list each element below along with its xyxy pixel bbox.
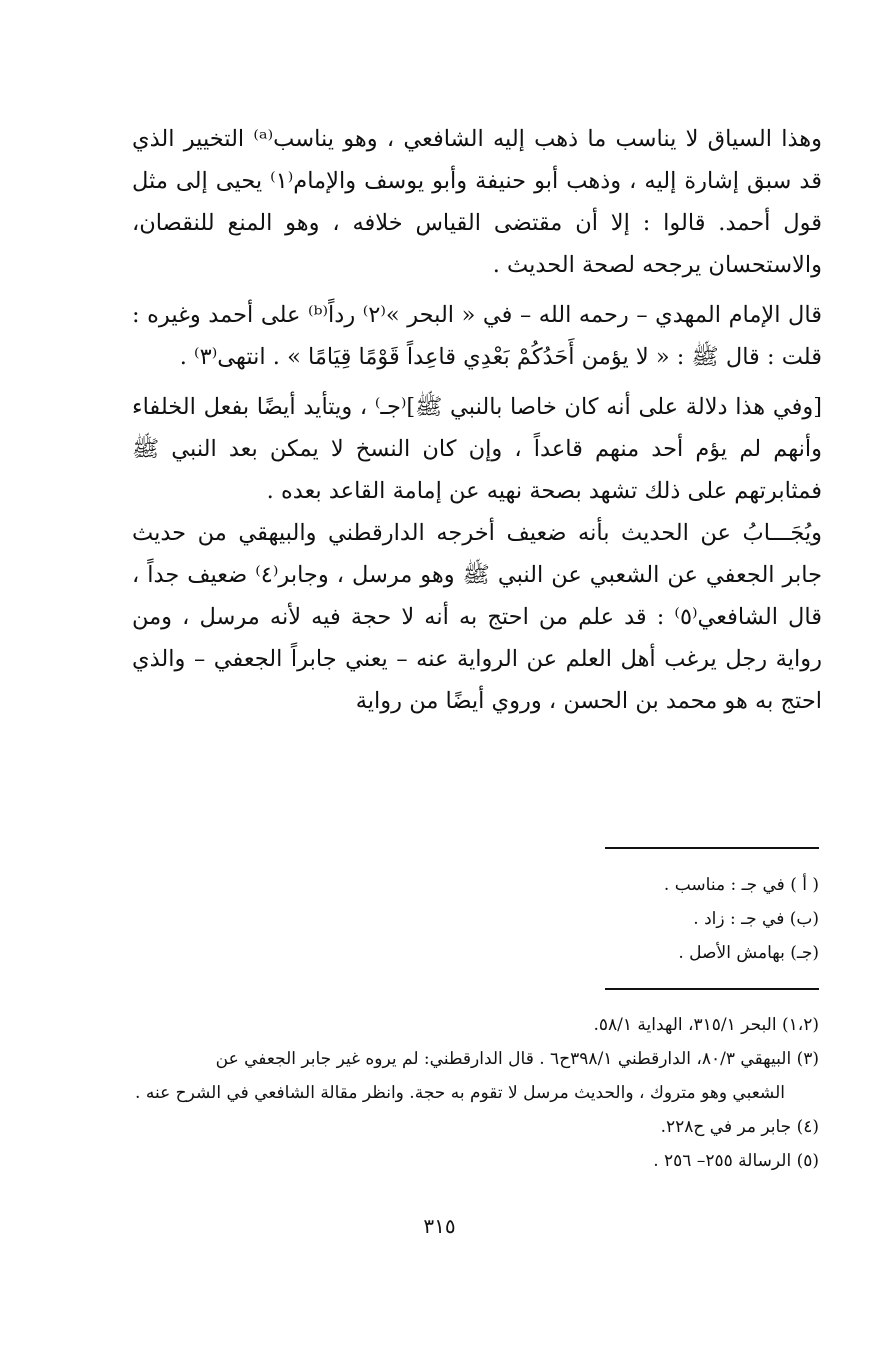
footnote-1-2: (١،٢) البحر ٣١٥/١، الهداية ٥٨/١. <box>593 1015 819 1035</box>
footnote-b: (ب) في جـ : زاد . <box>693 909 819 929</box>
footnote-a: ( أ ) في جـ : مناسب . <box>663 875 819 895</box>
paragraph-2: قال الإمام المهدي – رحمه الله – في « البحر »⁽٢⁾ رداً⁽ᵇ⁾ على أحمد وغيره : قلت : قال ﷺ : « لا يؤمن أَحَدُكُمْ بَعْدِي قاعِداً قَوْمًا قِيَامًا » . انتهى⁽٣⁾ . <box>132 302 822 370</box>
paragraph-3: [وفي هذا دلالة على أنه كان خاصا بالنبي ﷺ]⁽جـ⁾ ، ويتأيد أيضًا بفعل الخلفاء وأنهم لم يؤم أحد منهم قاعداً ، وإن كان النسخ لا يمكن بعد النبي ﷺ فمثابرتهم على ذلك تشهد بصحة نهيه عن إمامة القاعد بعده . <box>132 394 822 504</box>
footnote-3-continuation: الشعبي وهو متروك ، والحديث مرسل لا تقوم به حجة. وانظر مقالة الشافعي في الشرح عنه . <box>135 1083 785 1103</box>
paragraph-1: وهذا السياق لا يناسب ما ذهب إليه الشافعي ، وهو يناسب⁽ᵃ⁾ التخيير الذي قد سبق إشارة إليه ، وذهب أبو حنيفة وأبو يوسف والإمام⁽١⁾ يحيى إلى مثل قول أحمد. قالوا : إلا أن مقتضى القياس خلافه ، وهو المنع للنقصان، والاستحسان يرجحه لصحة الحديث . <box>132 126 822 278</box>
letter-footnotes <box>419 868 819 970</box>
footnote-divider-letters <box>605 847 819 849</box>
footnote-3: (٣) البيهقي ٨٠/٣، الدارقطني ٣٩٨/١ح٦ . قال الدارقطني: لم يروه غير جابر الجعفي عن <box>215 1049 819 1069</box>
paragraph-4: ويُجَـــابُ عن الحديث بأنه ضعيف أخرجه الدارقطني والبيهقي من حديث جابر الجعفي عن الشعبي عن النبي ﷺ وهو مرسل ، وجابر⁽٤⁾ ضعيف جداً ، قال الشافعي⁽٥⁾ : قد علم من احتج به أنه لا حجة فيه لأنه مرسل ، ومن رواية رجل يرغب أهل العلم عن الرواية عنه – يعني جابراً الجعفي – والذي احتج به هو محمد بن الحسن ، وروي أيضًا من رواية <box>132 520 822 714</box>
main-text <box>132 118 822 722</box>
footnote-5: (٥) الرسالة ٢٥٥– ٢٥٦ . <box>653 1151 819 1171</box>
footnote-4: (٤) جابر مر في ح٢٢٨. <box>660 1117 819 1137</box>
footnote-divider-numbers <box>605 988 819 990</box>
footnote-jim: (جـ) بهامش الأصل . <box>678 943 819 963</box>
numbered-footnotes <box>129 1008 819 1178</box>
page-number: ٣١٥ <box>423 1214 456 1238</box>
